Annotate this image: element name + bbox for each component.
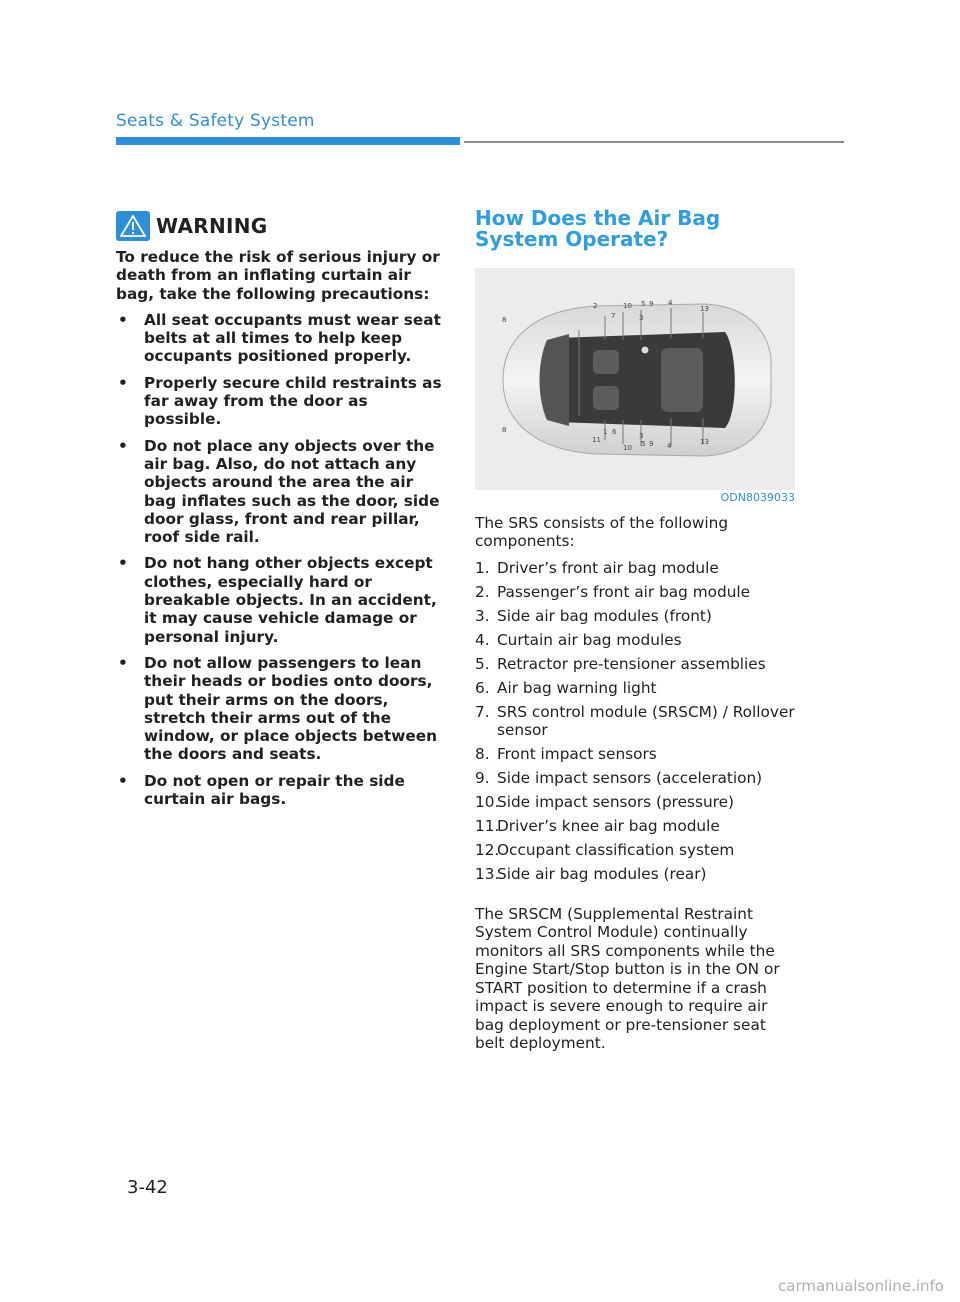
component-text: Retractor pre-tensioner assemblies	[497, 654, 766, 673]
component-item	[475, 841, 797, 859]
component-item	[475, 655, 797, 673]
component-number: 5.	[475, 654, 490, 673]
figure-caption: ODN8039033	[720, 491, 795, 504]
component-item	[475, 703, 797, 739]
srscm-paragraph: The SRSCM (Supplemental Restraint System Control Module) continually monitors all SRS components while the Engine Start/Stop button is in the ON or START position to determine if a crash impact is severe enough to require air bag deployment or pre-tensioner seat belt deployment.	[475, 904, 780, 1053]
component-text: Side impact sensors (acceleration)	[497, 768, 763, 787]
component-number: 1.	[475, 558, 490, 577]
bullet-icon: •	[118, 436, 128, 455]
warning-box	[116, 210, 446, 816]
watermark: carmanualsonline.info	[778, 1277, 944, 1295]
warning-item	[116, 437, 446, 547]
airbag-section	[475, 208, 797, 1053]
figure-label: 4	[668, 299, 673, 307]
header-rule-accent	[116, 137, 460, 145]
component-text: Air bag warning light	[497, 678, 657, 697]
figure-label: 6	[612, 428, 617, 436]
figure-label: 4	[667, 442, 672, 450]
figure-label: 13	[700, 305, 709, 313]
component-item	[475, 817, 797, 835]
warning-title: WARNING	[156, 214, 268, 238]
car-cabin	[548, 332, 735, 428]
component-item	[475, 607, 797, 625]
component-number: 7.	[475, 702, 490, 721]
component-number: 11.	[475, 816, 500, 835]
warning-item-text: All seat occupants must wear seat belts at all times to help keep occupants positioned properly.	[144, 310, 441, 366]
component-item	[475, 631, 797, 649]
component-number: 10.	[475, 792, 500, 811]
component-text: Curtain air bag modules	[497, 630, 682, 649]
component-number: 2.	[475, 582, 490, 601]
airbag-diagram	[475, 268, 795, 490]
warning-item	[116, 772, 446, 809]
component-text: Side impact sensors (pressure)	[497, 792, 734, 811]
component-number: 8.	[475, 744, 490, 763]
component-text: Occupant classification system	[497, 840, 735, 859]
figure-label: 9	[649, 300, 654, 308]
component-number: 12.	[475, 840, 500, 859]
section-heading: How Does the Air Bag System Operate?	[475, 206, 721, 251]
bullet-icon: •	[118, 554, 128, 573]
bullet-icon: •	[118, 310, 128, 329]
component-12	[641, 346, 649, 354]
component-text: Front impact sensors	[497, 744, 657, 763]
figure-label: 8	[502, 426, 507, 434]
warning-item-text: Do not hang other objects except clothes, especially hard or breakable objects. In an accident, it may cause vehicle damage or personal injury.	[144, 554, 437, 646]
warning-item	[116, 654, 446, 764]
component-item	[475, 559, 797, 577]
component-text: Passenger’s front air bag module	[497, 582, 751, 601]
warning-item-text: Do not place any objects over the air bag. Also, do not attach any objects around the area the air bag inflates such as the door, side door glass, front and rear pillar, roof side rail.	[144, 436, 440, 547]
bullet-icon: •	[118, 653, 128, 672]
figure-label: 5	[641, 300, 646, 308]
section-title: Seats & Safety System	[116, 111, 315, 131]
figure-label: 7	[611, 312, 616, 320]
warning-item-text: Do not open or repair the side curtain air bags.	[144, 771, 405, 809]
figure-label: 10	[623, 302, 632, 310]
component-text: Driver’s front air bag module	[497, 558, 719, 577]
page-number: 3-42	[127, 1177, 168, 1198]
figure-label: 12	[650, 348, 659, 356]
warning-list	[116, 311, 446, 808]
seat	[593, 386, 619, 410]
component-item	[475, 769, 797, 787]
warning-item	[116, 554, 446, 645]
component-text: Side air bag modules (rear)	[497, 864, 707, 883]
figure-label: 2	[593, 302, 598, 310]
bullet-icon: •	[118, 373, 128, 392]
warning-header	[116, 210, 446, 242]
header-rule	[464, 141, 844, 143]
component-item	[475, 793, 797, 811]
figure-label: 8	[502, 316, 507, 324]
figure-label: 1	[603, 428, 608, 436]
component-number: 9.	[475, 768, 490, 787]
warning-item-text: Do not allow passengers to lean their heads or bodies onto doors, put their arms on the doors, stretch their arms out of the window, or place objects between the doors and seats.	[144, 653, 437, 764]
figure-label: 5	[641, 440, 646, 448]
seat	[593, 350, 619, 374]
warning-item	[116, 374, 446, 429]
figure-label: 3	[639, 432, 644, 440]
component-item	[475, 745, 797, 763]
component-text: Side air bag modules (front)	[497, 606, 712, 625]
figure-label: 3	[639, 314, 644, 322]
component-number: 4.	[475, 630, 490, 649]
component-item	[475, 865, 797, 883]
figure-label: 10	[623, 444, 632, 452]
component-text: Driver’s knee air bag module	[497, 816, 720, 835]
components-list	[475, 559, 797, 883]
component-number: 3.	[475, 606, 490, 625]
warning-triangle-icon	[116, 211, 150, 241]
components-lead: The SRS consists of the following components:	[475, 514, 729, 551]
warning-intro: To reduce the risk of serious injury or death from an inflating curtain air bag, take the following precautions:	[116, 248, 440, 303]
figure-label: 11	[592, 436, 601, 444]
component-number: 13.	[475, 864, 500, 883]
bullet-icon: •	[118, 771, 128, 790]
figure-label: 9	[649, 440, 654, 448]
component-item	[475, 679, 797, 697]
warning-item	[116, 311, 446, 366]
component-item	[475, 583, 797, 601]
warning-item-text: Properly secure child restraints as far away from the door as possible.	[144, 373, 442, 429]
component-text: SRS control module (SRSCM) / Rollover sensor	[497, 702, 795, 739]
seat	[661, 348, 703, 412]
figure-label: 13	[700, 438, 709, 446]
component-number: 6.	[475, 678, 490, 697]
